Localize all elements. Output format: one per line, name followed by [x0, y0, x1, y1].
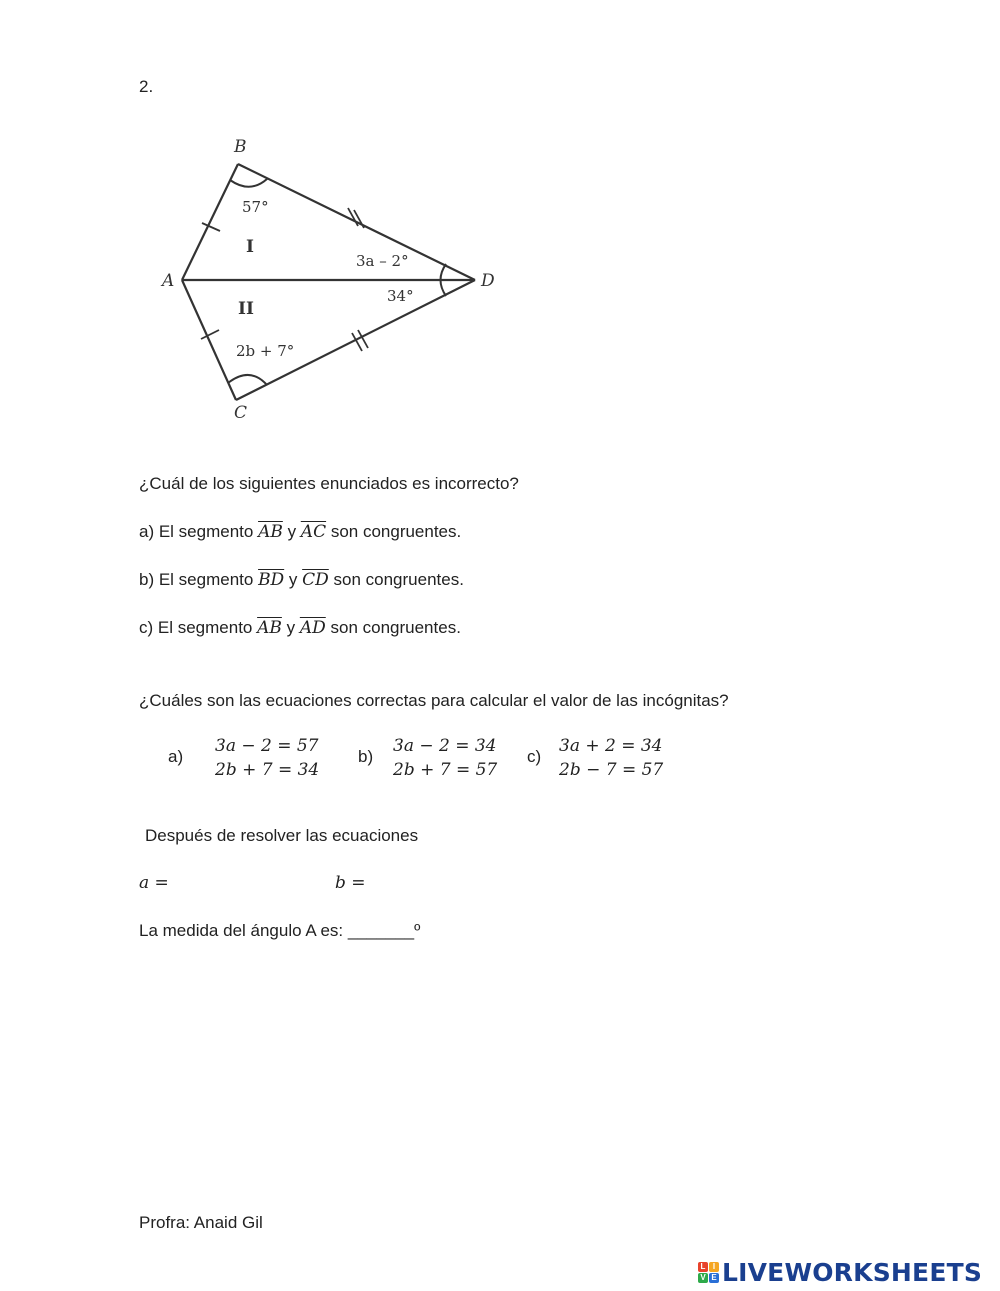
- logo-letter-tile: E: [709, 1273, 719, 1283]
- logo-letter-tile: I: [709, 1262, 719, 1272]
- solve-prompt: Después de resolver las ecuaciones: [145, 826, 419, 845]
- kite-figure: [150, 128, 520, 428]
- question2-prompt: ¿Cuáles son las ecuaciones correctas para calcular el valor de las incógnitas?: [139, 691, 729, 710]
- question2-option-c-label[interactable]: c): [527, 747, 542, 766]
- answer-b-label: b =: [335, 873, 366, 893]
- equation-line: 3a − 2 = 34: [393, 736, 497, 756]
- equation-line: 3a − 2 = 57: [215, 736, 319, 756]
- tick-ab: [202, 223, 220, 231]
- angle-label-b: 57°: [242, 198, 269, 216]
- option-text: a) El segmento: [139, 522, 259, 541]
- tick-bd-2: [354, 210, 364, 228]
- segment-label: $\overline{BD}$: [258, 570, 285, 590]
- option-text: c) El segmento: [139, 618, 258, 637]
- brand-name: LIVEWORKSHEETS: [722, 1257, 983, 1287]
- logo-letter-tile: V: [698, 1273, 708, 1283]
- segment-label: $\overline{AB}$: [258, 522, 283, 542]
- vertex-label-c: C: [234, 403, 248, 423]
- angle-arc-c: [228, 375, 267, 385]
- equation-line: 2b − 7 = 57: [559, 760, 664, 780]
- vertex-label-b: B: [234, 137, 247, 157]
- question2-option-b-equations: [393, 734, 497, 782]
- question1-option-a[interactable]: [139, 522, 461, 542]
- vertex-label-d: D: [481, 271, 495, 291]
- option-text: b) El segmento: [139, 570, 259, 589]
- segment-label: $\overline{AB}$: [257, 618, 282, 638]
- question1-option-b[interactable]: [139, 570, 464, 590]
- region-label-ii: II: [238, 299, 254, 319]
- question1-prompt: ¿Cuál de los siguientes enunciados es incorrecto?: [139, 474, 519, 493]
- logo-letter-tile: L: [698, 1262, 708, 1272]
- segment-ab: [182, 164, 238, 280]
- equation-line: 2b + 7 = 34: [215, 760, 320, 780]
- tick-ac: [201, 330, 219, 339]
- teacher-name: Profra: Anaid Gil: [139, 1213, 263, 1232]
- equation-line: 3a + 2 = 34: [559, 736, 663, 756]
- answer-a-label: a =: [139, 873, 169, 893]
- answer-b-field[interactable]: [376, 870, 506, 896]
- angle-label-d-lower: 34°: [387, 287, 414, 305]
- logo-grid-icon: [698, 1262, 719, 1283]
- problem-number: 2.: [139, 77, 154, 96]
- segment-label: $\overline{CD}$: [302, 570, 329, 590]
- angle-label-d-upper: 3a – 2°: [356, 252, 409, 270]
- angle-arc-b: [230, 179, 267, 187]
- region-label-i: I: [246, 237, 254, 257]
- option-text: y: [282, 522, 301, 541]
- option-text: son congruentes.: [325, 618, 461, 637]
- question2-option-a-equations: [215, 734, 319, 782]
- angle-label-c: 2b + 7°: [236, 342, 295, 360]
- angle-question: La medida del ángulo A es: _______º: [139, 921, 421, 940]
- equation-line: 2b + 7 = 57: [393, 760, 498, 780]
- option-text: y: [284, 570, 303, 589]
- kite-outline: [182, 164, 475, 400]
- question2-option-a-label[interactable]: a): [168, 747, 184, 766]
- question2-option-b-label[interactable]: b): [358, 747, 374, 766]
- option-text: son congruentes.: [328, 570, 464, 589]
- liveworksheets-logo: [698, 1257, 982, 1287]
- segment-label: $\overline{AC}$: [300, 522, 327, 542]
- question2-option-c-equations: [559, 734, 663, 782]
- tick-bd-1: [348, 208, 358, 226]
- segment-label: $\overline{AD}$: [299, 618, 326, 638]
- option-text: son congruentes.: [326, 522, 462, 541]
- option-text: y: [281, 618, 300, 637]
- question1-option-c[interactable]: [139, 618, 461, 638]
- answer-a-field[interactable]: [180, 870, 310, 896]
- vertex-label-a: A: [162, 271, 175, 291]
